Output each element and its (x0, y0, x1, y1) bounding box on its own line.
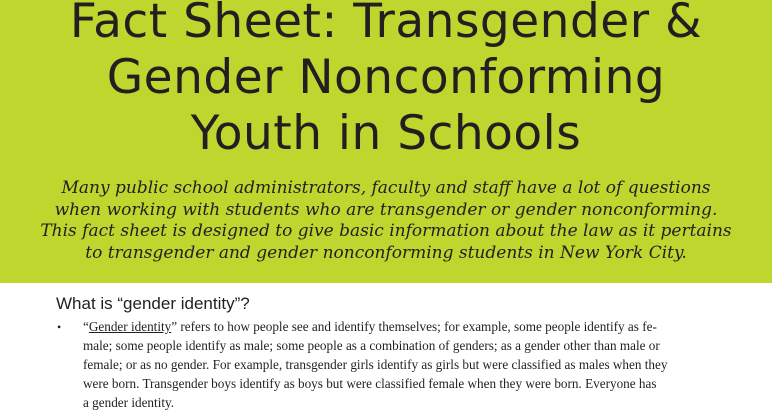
intro-text (0, 178, 772, 264)
body-text: ” refers to how people see and identify themselves; for example, some people identify as fe- (171, 319, 657, 334)
body-line (83, 317, 723, 336)
title-line: Youth in Schools (190, 106, 582, 161)
term-gender-identity: Gender identity (88, 319, 172, 334)
open-quote: “ (83, 319, 89, 334)
intro-line: This fact sheet is designed to give basic information about the law as it pertains (40, 221, 732, 241)
body-line: male; some people identify as male; some people as a combination of genders; as a gender other than male or (83, 338, 660, 353)
section-heading: What is “gender identity”? (56, 294, 250, 313)
body-line: female; or as no gender. For example, transgender girls identify as girls but were classified as males when they (83, 357, 668, 372)
page-title (0, 0, 772, 162)
intro-line: Many public school administrators, faculty and staff have a lot of questions (61, 178, 711, 198)
title-line: Fact Sheet: Transgender & (69, 0, 703, 49)
title-line: Gender Nonconforming (106, 50, 666, 105)
intro-line: to transgender and gender nonconforming students in New York City. (85, 242, 687, 263)
body-line: were born. Transgender boys identify as boys but were classified female when they were born. Everyone has (83, 376, 657, 391)
body-line: a gender identity. (83, 395, 175, 410)
intro-line: when working with students who are transgender or gender nonconforming. (54, 199, 718, 220)
bullet-icon: • (57, 320, 62, 334)
section-body (83, 317, 723, 412)
